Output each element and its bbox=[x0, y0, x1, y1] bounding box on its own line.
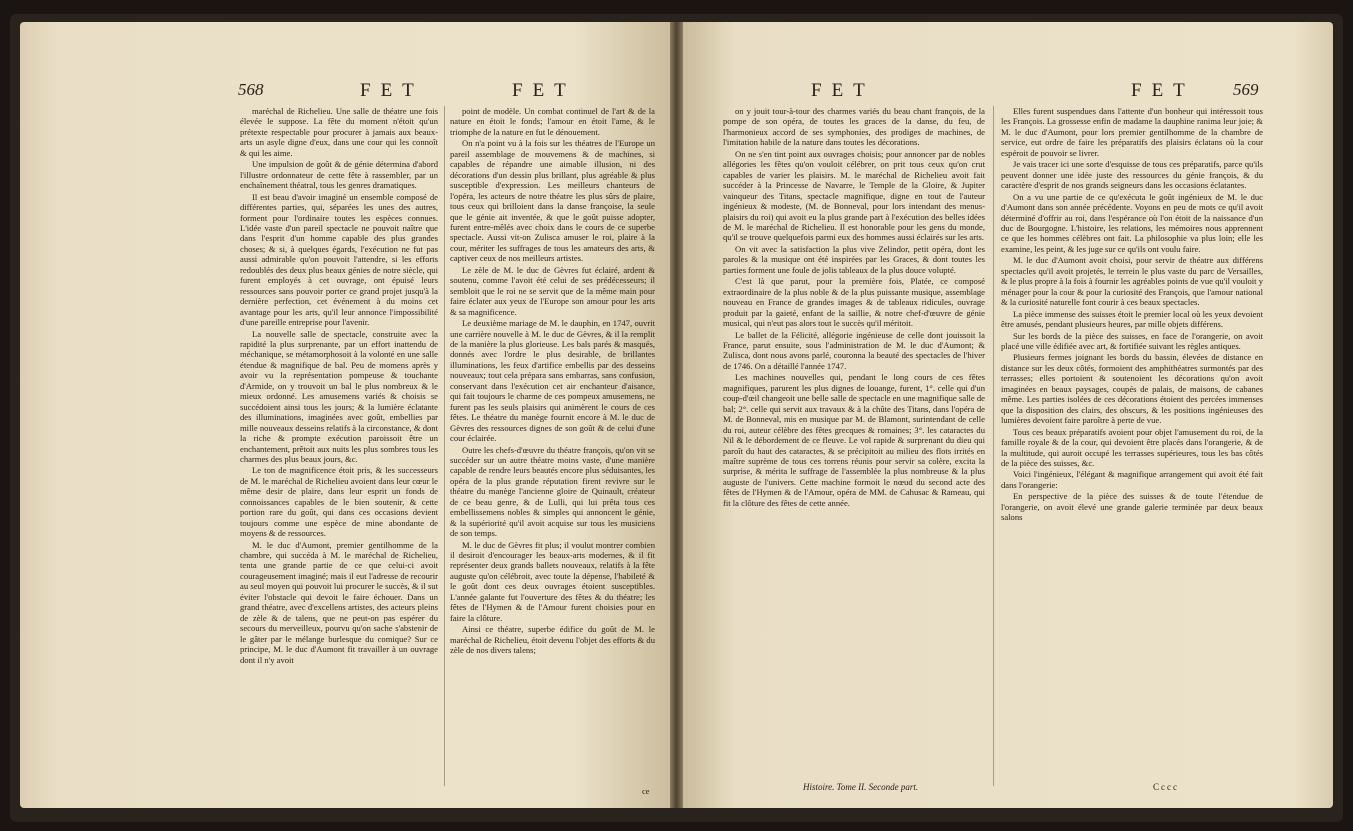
signature-mark: Cccc bbox=[1153, 782, 1179, 792]
text-column-1 bbox=[723, 106, 985, 778]
paragraph: Le ton de magnificence étoit pris, & les successeurs de M. le maréchal de Richelieu avoient dans leur cœur le même desir de plaire, dans leur esprit un fonds de connoissances capables de le bien soutenir, & cette portion rare du goût, qui dans ces occasions devient toujours comme une espèce de mine abondante de moyens & de ressources. bbox=[240, 465, 438, 539]
paragraph: On vit avec la satisfaction la plus vive Zelindor, petit opéra, dont les paroles & la musique ont été inspirées par les Graces, & dont toutes les parties forment une foule de jolis tableaux de la plus douce volupté. bbox=[723, 243, 985, 275]
paragraph: Plusieurs fermes joignant les bords du bassin, élevées de distance en distance sur les deux côtés, formoient des amphithéatres surmontés par des terrasses; elles portoient & soutenoient les décorations qu'on avoit imaginées en beaux paysages, coupés de palais, de maisons, de cabanes même. Les parties isolées de ces décorations étoient des percées immenses que la disposition des clairs, des obscurs, & les positions ingénieuses des lumières devoient faire paroître à perte de vue. bbox=[1001, 352, 1263, 426]
paragraph: Je vais tracer ici une sorte d'esquisse de tous ces préparatifs, parce qu'ils peuvent donner une idée juste des ressources du génie françois, & du caractère d'esprit de nos grands seigneurs dans les occasions éclatantes. bbox=[1001, 159, 1263, 191]
column-divider bbox=[993, 106, 994, 786]
paragraph: Tous ces beaux préparatifs avoient pour objet l'amusement du roi, de la famille royale & de la cour, qui devoient être placés dans l'orangerie, & de la multitude, qui auroit occupé les terrasses supérieures, tous les bas côtés de la pièce des suisses, &c. bbox=[1001, 426, 1263, 468]
paragraph: Le ballet de la Félicité, allégorie ingénieuse de celle dont jouissoit la France, parut ensuite, sous l'administration de M. le duc d'Aumont; & Zulisca, dont nous avons parlé, couronna la beauté des spectacles de l'hiver de 1746. On a détaillé l'année 1747. bbox=[723, 329, 985, 371]
paragraph: On a vu une partie de ce qu'exécuta le goût ingénieux de M. le duc d'Aumont dans son année précédente. Voyons en peu de mots ce qu'il avoit déterminé d'offrir au roi, dans l'espérance où l'on étoit de la naissance d'un duc de Bourgogne. L'histoire, les relations, les mémoires nous apprennent ce que les hommes célèbres ont fait. La philosophie va plus loin; elle les examine, les peint, & les juge sur ce qu'ils ont voulu faire. bbox=[1001, 191, 1263, 254]
paragraph: point de modèle. Un combat continuel de l'art & de la nature en étoit le fonds; l'amour en étoit l'ame, & le triomphe de la nature en fut le dénouement. bbox=[450, 106, 655, 137]
open-book bbox=[10, 14, 1343, 822]
paragraph: Voici l'ingénieux, l'élégant & magnifique arrangement qui avoit été fait dans l'orangerie: bbox=[1001, 469, 1263, 490]
paragraph: on y jouit tour-à-tour des charmes variés du beau chant françois, de la pompe de son opéra, de toutes les graces de la danse, du feu, de l'harmonieux accord de ses symphonies, des prodiges de machines, de l'imitation habile de la nature dans toutes les décorations. bbox=[723, 106, 985, 148]
paragraph: La pièce immense des suisses étoit le premier local où les yeux devoient être amusés, pendant plusieurs heures, par mille objets différens. bbox=[1001, 308, 1263, 330]
paragraph: Outre les chefs-d'œuvre du théatre françois, qu'on vit se succéder sur un autre théatre moins vaste, d'une manière capable de rendre leurs beautés encore plus séduisantes, les opéra de la plus grande réputation firent revivre sur le théatre du manège l'ancienne gloire de Quinault, créateur de ce beau genre, & de Lulli, qui lui prêta tous ces embellissemens nobles & simples qui annoncent le génie, & la supériorité qu'il avoit acquise sur tous les musiciens de son temps. bbox=[450, 444, 655, 539]
running-head-title: FET bbox=[360, 80, 424, 101]
paragraph: Ainsi ce théatre, superbe édifice du goût de M. le maréchal de Richelieu, étoit devenu l'objet des efforts & du zèle de nos divers talens; bbox=[450, 624, 655, 656]
paragraph: Une impulsion de goût & de génie détermina d'abord l'illustre ordonnateur de cette fête à rassembler, par un enchaînement théatral, tous les genres dramatiques. bbox=[240, 159, 438, 191]
paragraph: Les machines nouvelles qui, pendant le long cours de ces fêtes magnifiques, parurent les plus dignes de louange, furent, 1°. celle qui d'un coup-d'œil changeoit une belle salle de spectacle en une magnifique salle de bal; 2°. celle qui servit aux travaux & à la chûte des Titans, dans l'opéra de M. de Bonneval, mis en musique par M. de Blamont, surintendant de celle du roi, auteur célèbre des fêtes grecques & romaines; 3°. les cataractes du Nil & le débordement de ce fleuve. Le vol rapide & surprenant du dieu qui paroît du haut des cataractes, & se précipitoit au milieu des flots irrités en maître suprème de tous ces torrens réunis pour servir sa colère, excita la surprise, & mérita le suffrage de l'assemblée la plus nombreuse & la plus auguste de l'univers. Cette machine formoit le nœud du second acte des fêtes de l'Hymen & de l'Amour, opéra de MM. de Cahusac & Rameau, qui fit la clôture des fêtes de cette année. bbox=[723, 372, 985, 508]
paragraph: On n'a point vu à la fois sur les théatres de l'Europe un pareil assemblage de mouvemens & de machines, si capables de répandre une aimable illusion, ni des décorations d'un dessin plus brillant, plus agréable & plus susceptible d'expression. Les meilleurs chanteurs de l'opéra, les acteurs de notre théatre les plus sûrs de plaire, tous ceux qui brilloient dans la danse françoise, la seule que le génie ait inventée, & que le goût puisse adopter, furent entre-mêlés avec choix dans le cours de ce superbe spectacle. Aussi vit-on Zulisca amuser le roi, plaire à la cour, mériter les suffrages de tous les amateurs des arts, & captiver ceux de nos meilleurs artistes. bbox=[450, 138, 655, 264]
running-head bbox=[20, 80, 670, 102]
paragraph: Le deuxième mariage de M. le dauphin, en 1747, ouvrit une carrière nouvelle à M. le duc de Gèvres, & il la remplit de la manière la plus glorieuse. Les bals parés & masqués, donnés avec l'ordre le plus desirable, de brillantes illuminations, les feux d'artifice embellis par des desseins nouveaux; tout cela prépara sans embarras, sans confusion, conservant dans l'exécution cet air enchanteur d'aisance, qui fait toujours le charme de ces pompeux amusemens, ne furent pas les seuls plaisirs qui animèrent le cours de ces fêtes. Le théatre du manège fournit encore à M. le duc de Gèvres des ressources dignes de son goût & de celui d'une cour éclairée. bbox=[450, 318, 655, 444]
paragraph: On ne s'en tint point aux ouvrages choisis; pour annoncer par de nobles allégories les fêtes qu'on vouloit célébrer, on prit tous ceux qu'on crut capables de varier les plaisirs. M. le maréchal de Richelieu avoit fait succéder à la Princesse de Navarre, le Temple de la Gloire, & Jupiter vainqueur des Titans, spectacle magnifique, digne en tout de l'auteur ingénieux & modeste, (M. de Bonneval, pour lors intendant des menus-plaisirs du roi) qui avoit eu la plus grande part à l'exécution des belles idées de M. le maréchal de Richelieu. Il est honorable pour les gens du monde, qu'il se trouve quelquefois parmi eux des hommes aussi éclairés sur les arts. bbox=[723, 148, 985, 243]
paragraph: M. le duc d'Aumont avoit choisi, pour servir de théatre aux différens spectacles qu'il avoit projetés, le terrein le plus vaste du parc de Versailles, & le plus propre à la fois à fournir les agréables points de vue qu'il vouloit y ménager pour la cour & pour la curiosité des François, que l'amour national & la curiosité naturelle font courir à ces beaux spectacles. bbox=[1001, 255, 1263, 308]
running-head-title: FET bbox=[512, 80, 576, 101]
running-head-title: FET bbox=[1131, 80, 1195, 101]
text-column-2 bbox=[1001, 106, 1263, 796]
paragraph: Sur les bords de la pièce des suisses, en face de l'orangerie, on avoit placé une ville édifiée avec art, & fortifiée suivant les règles antiques. bbox=[1001, 330, 1263, 351]
paragraph: Le zèle de M. le duc de Gèvres fut éclairé, ardent & soutenu, comme l'avoit été celui de ses prédécesseurs; il sembloit que le roi ne se servit que de la même main pour faire éclater aux yeux de l'Europe son amour pour les arts & sa magnificence. bbox=[450, 264, 655, 317]
paragraph: Il est beau d'avoir imaginé un ensemble composé de différentes parties, qui, séparées les unes des autres, forment pour l'ordinaire toutes les espèces connues. L'idée vaste d'un pareil spectacle ne pouvoit naître que dans l'esprit d'un homme capable des plus grandes choses; & si, à quelques égards, l'exécution ne fut pas aussi admirable qu'on pouvoit l'attendre, si les efforts redoublés des deux plus beaux génies de notre siècle, qui furent employés à cet ouvrage, ont épuisé leurs ressources sans pouvoir porter ce grand projet jusqu'à la dernière perfection, cet événement à du moins cet avantage pour les arts, qu'il leur annonce l'impossibilité d'une pareille entreprise pour l'avenir. bbox=[240, 191, 438, 328]
page-number: 569 bbox=[1233, 80, 1259, 99]
paragraph: C'est là que parut, pour la première fois, Platée, ce composé extraordinaire de la plus noble & de la plus puissante musique, assemblage nouveau en France de grandes images & de tableaux ridicules, ouvrage produit par la gaieté, enfant de la saillie, & notre chef-d'œuvre de génie musical, qui n'eut pas alors tout le succès qu'il méritoit. bbox=[723, 276, 985, 329]
text-column-2 bbox=[450, 106, 655, 796]
book-gutter bbox=[670, 22, 683, 808]
paragraph: M. le duc de Gèvres fit plus; il voulut montrer combien il desiroit d'encourager les beaux-arts modernes, & il fit représenter deux grands ballets nouveaux, relatifs à la fête auguste qu'on célébroit, avec toute la dépense, l'habileté & le goût dont ces deux ouvrages étoient susceptibles. L'année galante fut l'ouverture des fêtes & du théatre; les fêtes de l'Hymen & de l'Amour furent choisies pour en faire la clôture. bbox=[450, 539, 655, 623]
paragraph: La nouvelle salle de spectacle, construite avec la rapidité la plus surprenante, par un effort inattendu de méchanique, se métamorphosoit à la volonté en une salle étendue & magnifique de bal. Peu de momens après y avoir vu la représentation pompeuse & touchante d'Armide, on y trouvoit un bal le plus nombreux & le mieux ordonné. Les amusemens variés & choisis se succédoient ainsi tous les jours; & la lumière éclatante des illuminations, imaginées avec goût, embellies par mille nouveaux desseins relatifs à la circonstance, & dont la riche & prompte exécution paroissoit être un enchantement, prêtoit aux nuits les plus sombres tous les charmes des plus beaux jours, &c. bbox=[240, 328, 438, 464]
right-page bbox=[683, 22, 1333, 808]
left-page bbox=[20, 22, 670, 808]
page-number: 568 bbox=[238, 80, 264, 99]
running-head bbox=[683, 80, 1333, 102]
column-divider bbox=[444, 106, 445, 786]
paragraph: Elles furent suspendues dans l'attente d'un bonheur qui intéressoit tous les François. La grossesse enfin de madame la dauphine ranima leur joie; & M. le duc d'Aumont, pour lors premier gentilhomme de la chambre de service, eut ordre de faire les préparatifs des plaisirs éclatans où la cour espéroit de pouvoir se livrer. bbox=[1001, 106, 1263, 158]
catchword: ce bbox=[642, 786, 650, 796]
page-footer: Histoire. Tome II. Seconde part. bbox=[803, 782, 919, 792]
text-column-1 bbox=[240, 106, 438, 796]
paragraph: En perspective de la pièce des suisses & de toute l'étendue de l'orangerie, on avoit élevé une grande galerie terminée par deux beaux salons bbox=[1001, 491, 1263, 523]
paragraph: maréchal de Richelieu. Une salle de théatre une fois élevée le suppose. La fête du moment n'étoit qu'un prétexte respectable pour procurer à jamais aux beaux-arts un asyle digne d'eux, dans une cour qui les connoît & qui les aime. bbox=[240, 106, 438, 158]
paragraph: M. le duc d'Aumont, premier gentilhomme de la chambre, qui succéda à M. le maréchal de Richelieu, tenta une grande partie de ce que celui-ci avoit courageusement imaginé; mais il eut l'adresse de recourir au seul moyen qui pouvoit lui procurer le succès, & il sut éviter l'obstacle qui devoit le faire échouer. Dans un grand théatre, avec d'excellens artistes, des acteurs pleins de zèle & de talens, que ne peut-on pas espérer du secours du merveilleux, pourvu qu'on sache s'abstenir de le gâter par le mélange burlesque du comique? Sur ce principe, M. le duc d'Aumont fit travailler à un ouvrage dont il n'y avoit bbox=[240, 539, 438, 665]
running-head-title: FET bbox=[811, 80, 875, 101]
